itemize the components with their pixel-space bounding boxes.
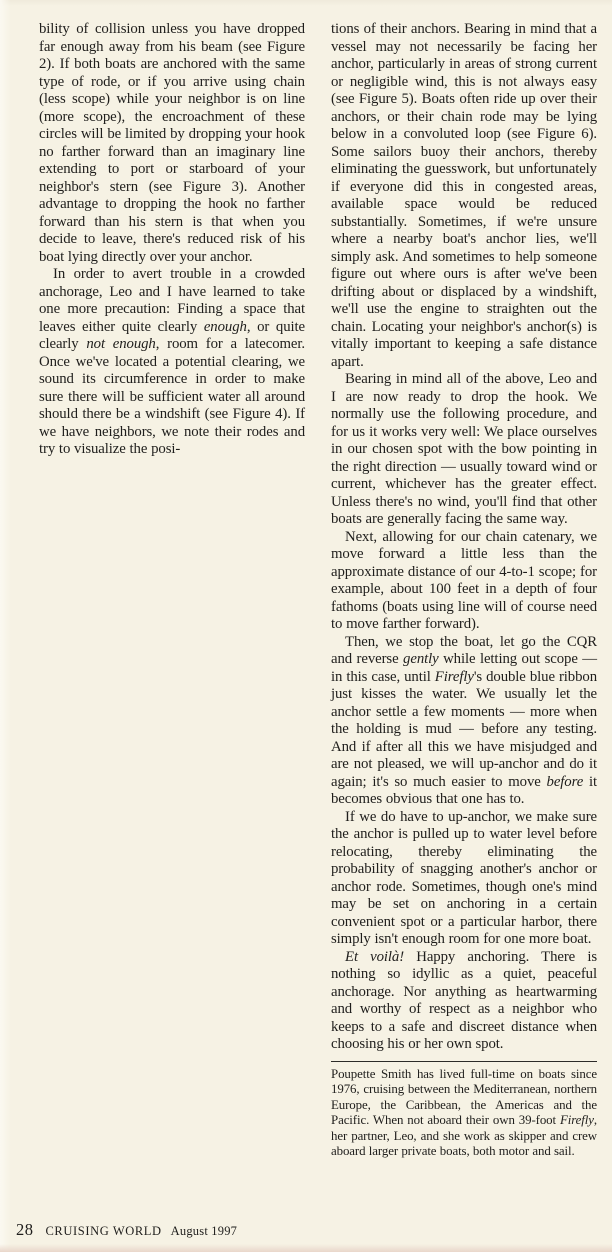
issue-date: August 1997: [170, 1224, 238, 1238]
page-number: 28: [16, 1220, 34, 1239]
text-segment: Happy anchoring. There is nothing so idyllic as a quiet, peaceful anchorage. Nor anything as heartwarming and worthy of respect as a neighbor who keeps to a safe and discreet distance when choosing his or her own spot.: [331, 948, 597, 1052]
text-paragraph: [331, 1067, 597, 1161]
scan-edge-left: [0, 0, 11, 1252]
italic-text-segment: not enough: [86, 336, 156, 352]
text-segment: Bearing in mind all of the above, Leo and I are now ready to drop the hook. We normally use the following procedure, and for us it works very well: We place ourselves in our chosen spot with the bow pointing in the right direction — usually toward wind or current, whichever has the greater effect. Unless there's no wind, you'll find that other boats are generally facing the same way.: [331, 371, 597, 527]
text-paragraph: [331, 21, 597, 371]
text-segment: , or quite clearly: [39, 318, 305, 352]
text-segment: tions of their anchors. Bearing in mind that a vessel may not necessarily be facing her anchor, particularly in areas of strong current or negligible wind, this is not always easy (see Figure 5). Boats often ride up over their anchors, or their chain rode may be lying below in a convoluted loop (see Figure 6). Some sailors buoy their anchors, thereby eliminating the guesswork, but unfortunately if everyone did this in congested areas, available space would be reduced substantially. Sometimes, if we're unsure where a nearby boat's anchor lies, we'll simply ask. And sometimes to help someone figure out where ours is after we've been drifting about or displaced by a windshift, we'll use the engine to straighten out the chain. Locating your neighbor's anchor(s) is vitally important to keeping a safe distance apart.: [331, 21, 597, 370]
text-segment: Next, allowing for our chain catenary, we move forward a little less than the approximate distance of our 4-to-1 scope; for example, about 100 feet in a depth of four fathoms (boats using line will of course need to move farther forward).: [331, 528, 597, 632]
left-column: [39, 21, 305, 459]
text-paragraph: [331, 371, 597, 529]
text-paragraph: [331, 529, 597, 634]
text-paragraph: [331, 634, 597, 809]
right-column-text: [331, 21, 597, 1054]
text-segment: 's double blue ribbon just kisses the water. We usually let the anchor settle a few moments — more when the holding is mud — before any testing. And if after all this we have misjudged and are not pleased, we will up-anchor and do it again; it's so much easier to move: [331, 668, 597, 790]
text-segment: In order to avert trouble in a crowded anchorage, Leo and I have learned to take one more precaution: Finding a space that leaves either quite clearly: [39, 266, 305, 335]
text-paragraph: [39, 21, 305, 266]
italic-text-segment: Firefly: [434, 668, 474, 685]
footer: [16, 1220, 237, 1240]
italic-text-segment: enough: [203, 318, 247, 335]
text-segment: Then, we stop the boat, let go the CQR and reverse: [331, 633, 597, 667]
italic-text-segment: Et voilà!: [345, 948, 405, 965]
italic-text-segment: Firefly: [559, 1113, 594, 1128]
text-segment: Poupette Smith has lived full-time on boats since 1976, cruising between the Mediterranean, northern Europe, the Caribbean, the Americas and the Pacific. When not aboard their own 39-foot: [331, 1066, 597, 1128]
author-bio-text: [331, 1067, 597, 1161]
scan-edge-bottom: [0, 1244, 612, 1252]
text-segment: bility of collision unless you have dropped far enough away from his beam (see Figure 2). If both boats are anchored with the same type of rode, or if you arrive using chain (less scope) while your neighbor is on line (more scope), the encroachment of these circles will be limited by dropping your hook no farther forward than an imaginary line extending to port or starboard of your neighbor's stern (see Figure 3). Another advantage to dropping the hook no farther forward than his stern is that when you decide to leave, there's reduced risk of his boat lying directly over your anchor.: [39, 21, 305, 265]
italic-text-segment: before: [546, 773, 584, 790]
text-paragraph: [331, 949, 597, 1054]
text-segment: , room for a latecomer. Once we've located a potential clearing, we sound its circumference in order to make sure there will be sufficient water all around should there be a windshift (see Figure 4). If we have neighbors, we note their rodes and try to visualize the posi-: [39, 336, 305, 457]
text-segment: while letting out scope — in this case, until: [331, 651, 597, 685]
text-segment: , her partner, Leo, and she work as skipper and crew aboard larger private boats, both motor and sail.: [331, 1113, 597, 1159]
scan-edge-top: [0, 0, 612, 6]
italic-text-segment: gently: [403, 651, 439, 667]
text-segment: it becomes obvious that one has to.: [331, 773, 597, 807]
text-paragraph: [331, 809, 597, 949]
text-paragraph: [39, 266, 305, 459]
author-bio: [331, 1061, 597, 1161]
text-segment: If we do have to up-anchor, we make sure the anchor is pulled up to water level before relocating, thereby eliminating the probability of snagging another's anchor or anchor rode. Sometimes, though one's mind may be set on anchoring in a certain convenient spot or a particular harbor, there simply isn't enough room for one more boat.: [331, 808, 597, 947]
right-column: [331, 21, 597, 1160]
magazine-title: CRUISING WORLD: [45, 1224, 162, 1238]
